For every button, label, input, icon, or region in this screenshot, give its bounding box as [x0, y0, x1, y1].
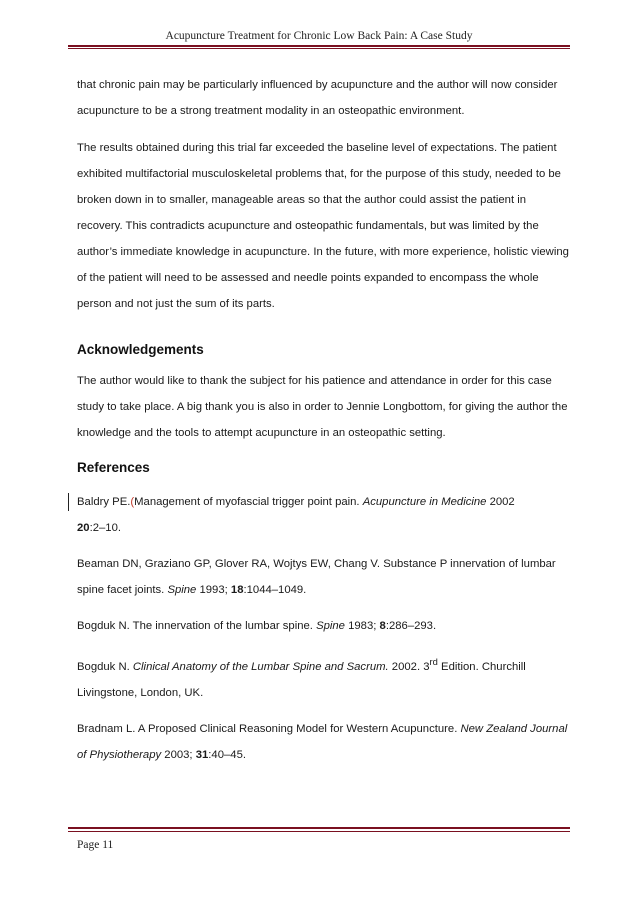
body-paragraph-2: The results obtained during this trial far exceeded the baseline level of expectations. The patient exhibited multifactorial musculoskeletal problems that, for the purpose of this study, needed to be broken down in to smaller, manageable areas so that the author could assist the patient in recovery. This contradicts acupuncture and osteopathic fundamentals, but was limited by the author’s immediate knowledge in acupuncture. In the future, with more experience, holistic viewing of the patient will need to be assessed and needle points expanded to encompass the whole person and not just the sum of its parts. [77, 142, 569, 310]
page-number: Page 11 [77, 839, 114, 851]
reference-list [77, 489, 571, 768]
body-paragraph-1: that chronic pain may be particularly influenced by acupuncture and the author will now consider acupuncture to be a strong treatment modality in an osteopathic environment. [77, 79, 558, 117]
reference-item: Bradnam L. A Proposed Clinical Reasoning Model for Western Acupuncture. New Zealand Journal of Physiotherapy 2003; 31:40–45. [77, 722, 568, 761]
header-rule-thin [68, 48, 570, 49]
header-rule-thick [68, 45, 570, 47]
acknowledgements-heading: Acknowledgements [77, 342, 204, 357]
running-header: Acupuncture Treatment for Chronic Low Back Pain: A Case Study [165, 30, 473, 42]
page-content [77, 72, 571, 778]
reference-item: Baldry PE.(Management of myofascial trigger point pain. Acupuncture in Medicine 2002 20:2–10. [77, 489, 571, 541]
reference-item: Bogduk N. Clinical Anatomy of the Lumbar Spine and Sacrum. 2002. 3rd Edition. Churchill Livingstone, London, UK. [77, 656, 526, 699]
edit-mark: ( [130, 496, 135, 508]
footer-rule-thick [68, 827, 570, 829]
acknowledgements-text: The author would like to thank the subject for his patience and attendance in order for this case study to take place. A big thank you is also in order to Jennie Longbottom, for giving the author the knowledge and the tools to attempt acupuncture in an osteopathic setting. [77, 375, 568, 439]
footer-rule-thin [68, 831, 570, 832]
reference-item: Bogduk N. The innervation of the lumbar spine. Spine 1983; 8:286–293. [77, 620, 437, 632]
text-cursor [68, 493, 69, 511]
references-heading: References [77, 460, 150, 475]
reference-item: Beaman DN, Graziano GP, Glover RA, Wojtys EW, Chang V. Substance P innervation of lumbar spine facet joints. Spine 1993; 18:1044–1049. [77, 558, 556, 596]
